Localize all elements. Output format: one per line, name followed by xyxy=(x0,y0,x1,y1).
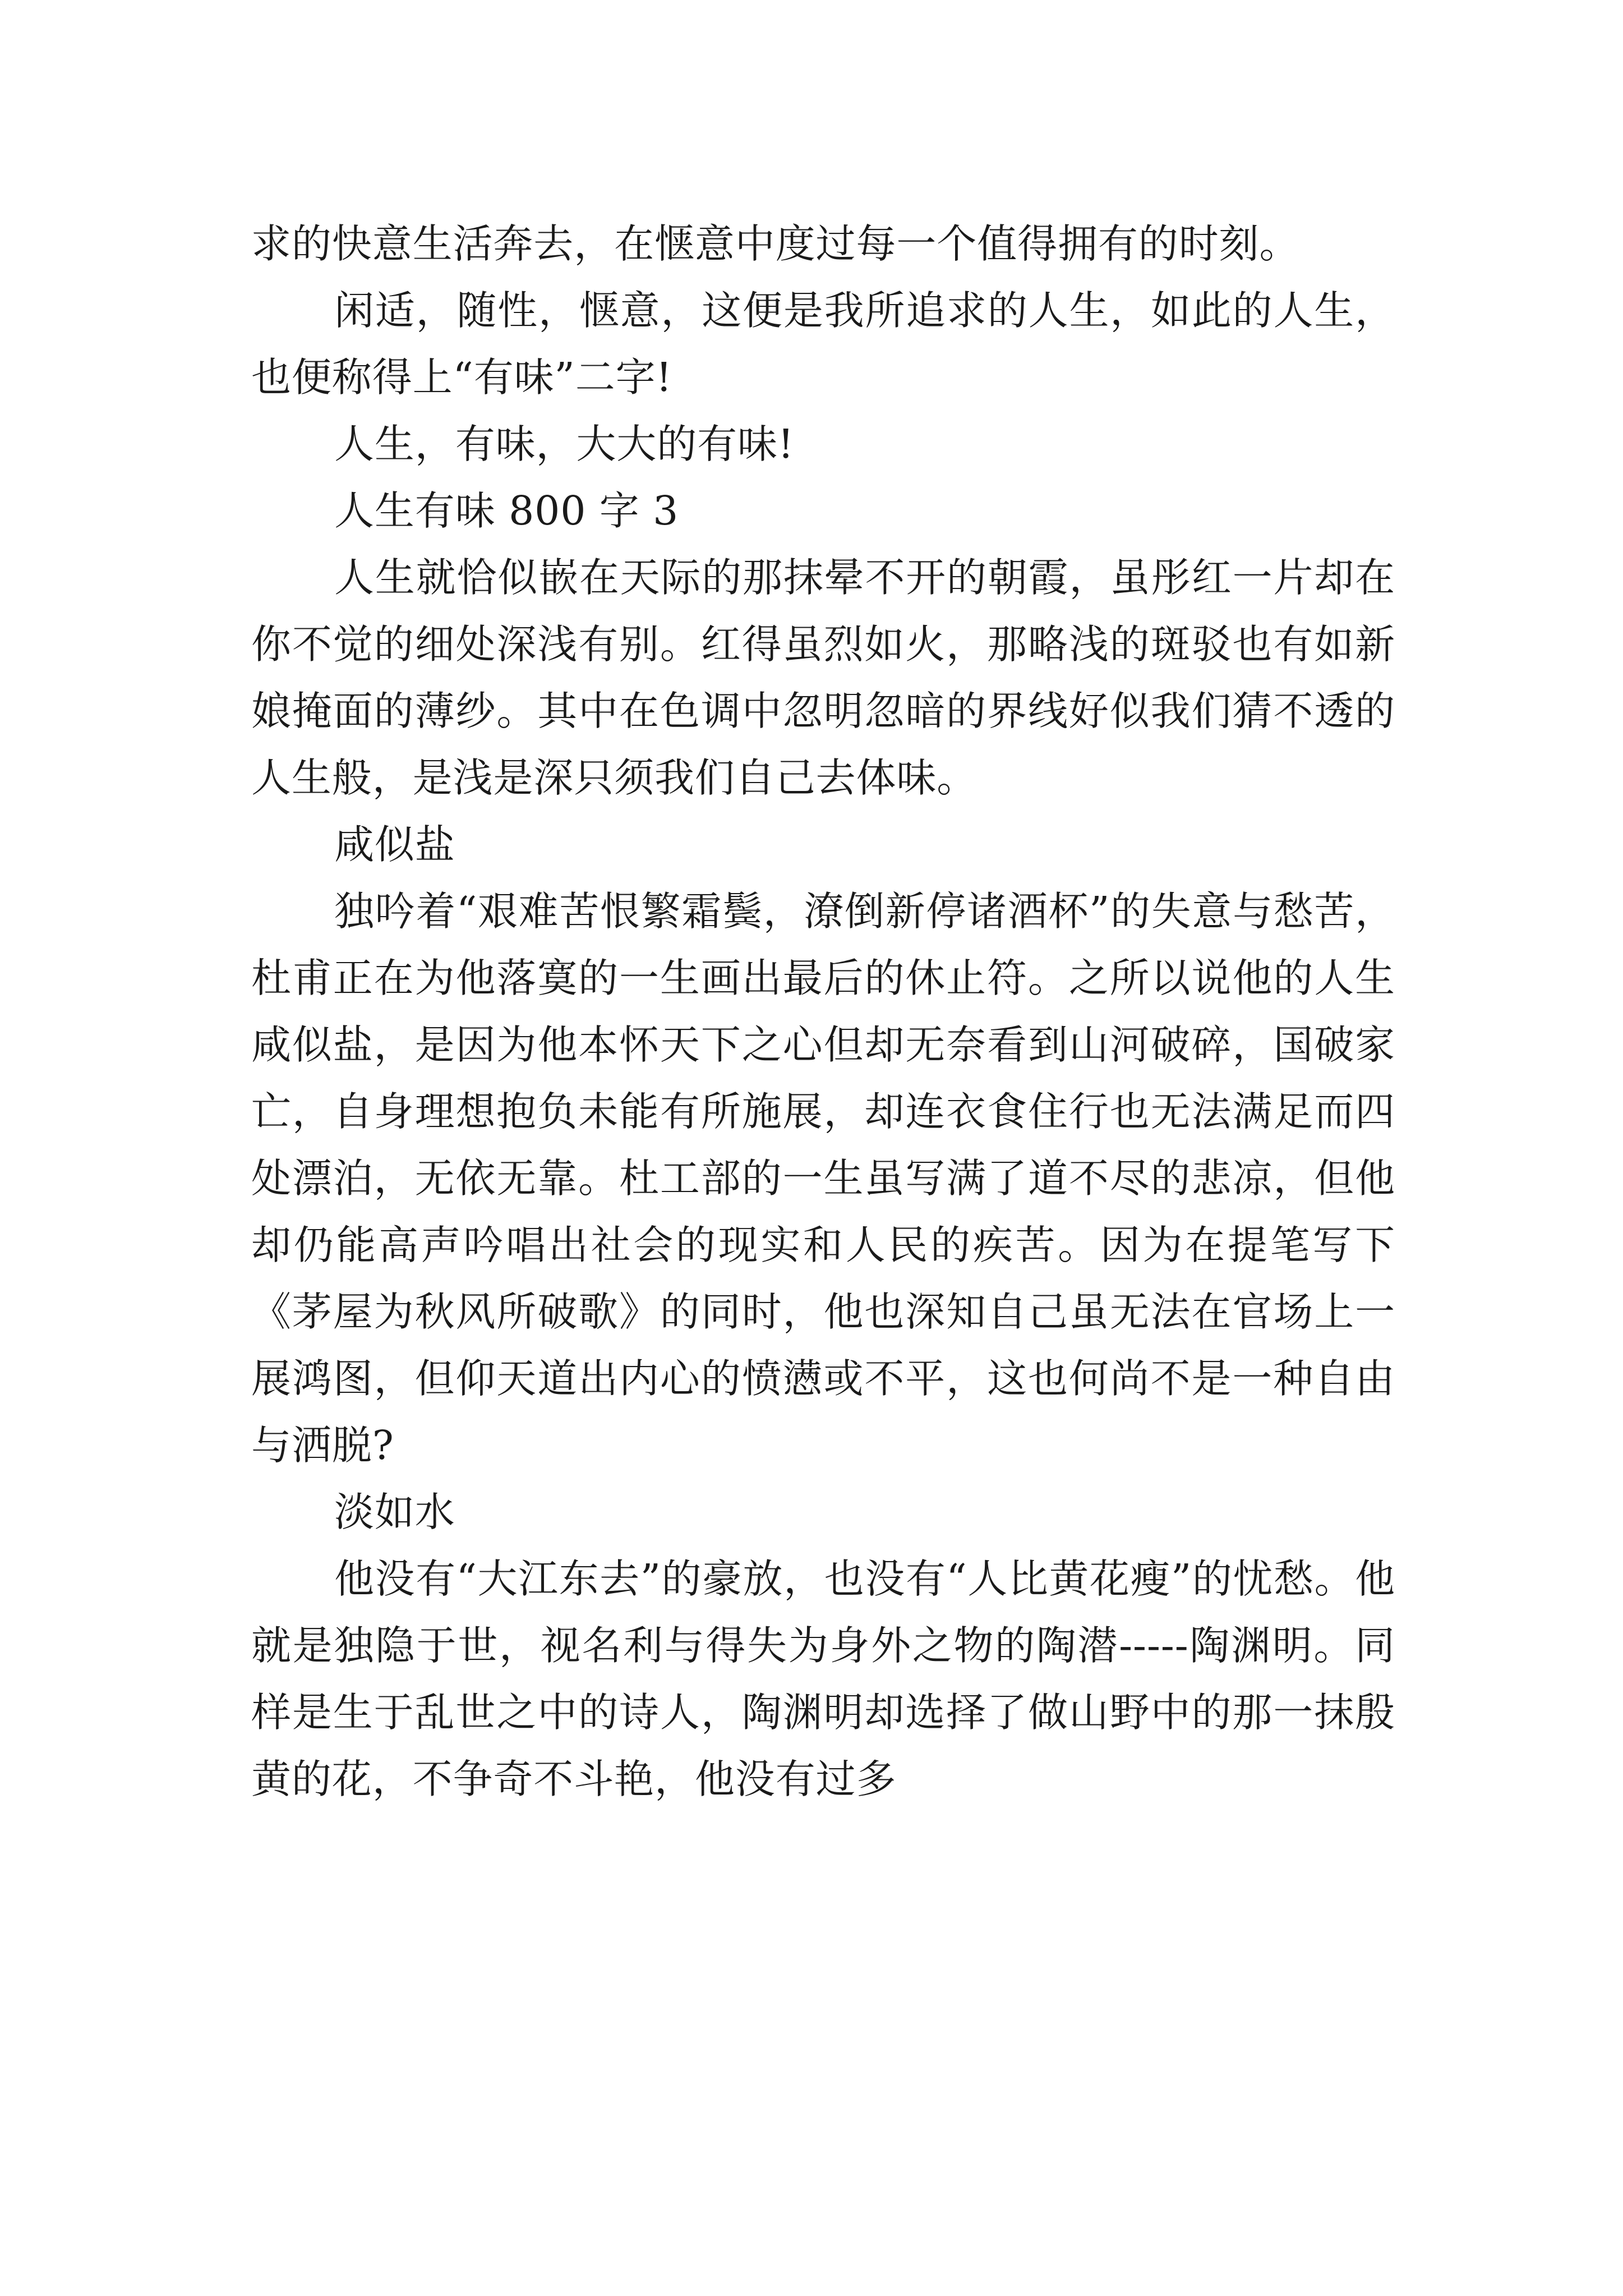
section-heading: 人生有味 800 字 3 xyxy=(334,487,679,534)
body-text xyxy=(251,210,1395,1812)
paragraph: 人生就恰似嵌在天际的那抹晕不开的朝霞，虽彤红一片却在你不觉的细处深浅有别。红得虽烈如火，那略浅的斑驳也有如新娘掩面的薄纱。其中在色调中忽明忽暗的界线好似我们猜不透的人生般，是浅是深只须我们自己去体味。 xyxy=(251,554,1395,801)
paragraph: 人生，有味，大大的有味! xyxy=(334,421,795,467)
paragraph: 独吟着“艰难苦恨繁霜鬓，潦倒新停诸酒杯”的失意与愁苦，杜甫正在为他落寞的一生画出最后的休止符。之所以说他的人生咸似盐，是因为他本怀天下之心但却无奈看到山河破碎，国破家亡，自身理想抱负未能有所施展，却连衣食住行也无法满足而四处漂泊，无依无靠。杜工部的一生虽写满了道不尽的悲凉，但他却仍能高声吟唱出社会的现实和人民的疾苦。因为在提笔写下《茅屋为秋风所破歌》的同时，他也深知自己虽无法在官场上一展鸿图，但仰天道出内心的愤懑或不平，这也何尚不是一种自由与洒脱? xyxy=(251,888,1395,1469)
subheading: 咸似盐 xyxy=(334,821,455,868)
paragraph: 闲适，随性，惬意，这便是我所追求的人生，如此的人生，也便称得上“有味”二字! xyxy=(251,287,1395,401)
paragraph: 他没有“大江东去”的豪放，也没有“人比黄花瘦”的忧愁。他就是独隐于世，视名利与得失为身外之物的陶潜-----陶渊明。同样是生于乱世之中的诗人，陶渊明却选择了做山野中的那一抹殷黄的花，不争奇不斗艳，他没有过多 xyxy=(251,1556,1395,1802)
paragraph: 求的快意生活奔去，在惬意中度过每一个值得拥有的时刻。 xyxy=(251,220,1300,267)
subheading: 淡如水 xyxy=(334,1489,455,1535)
